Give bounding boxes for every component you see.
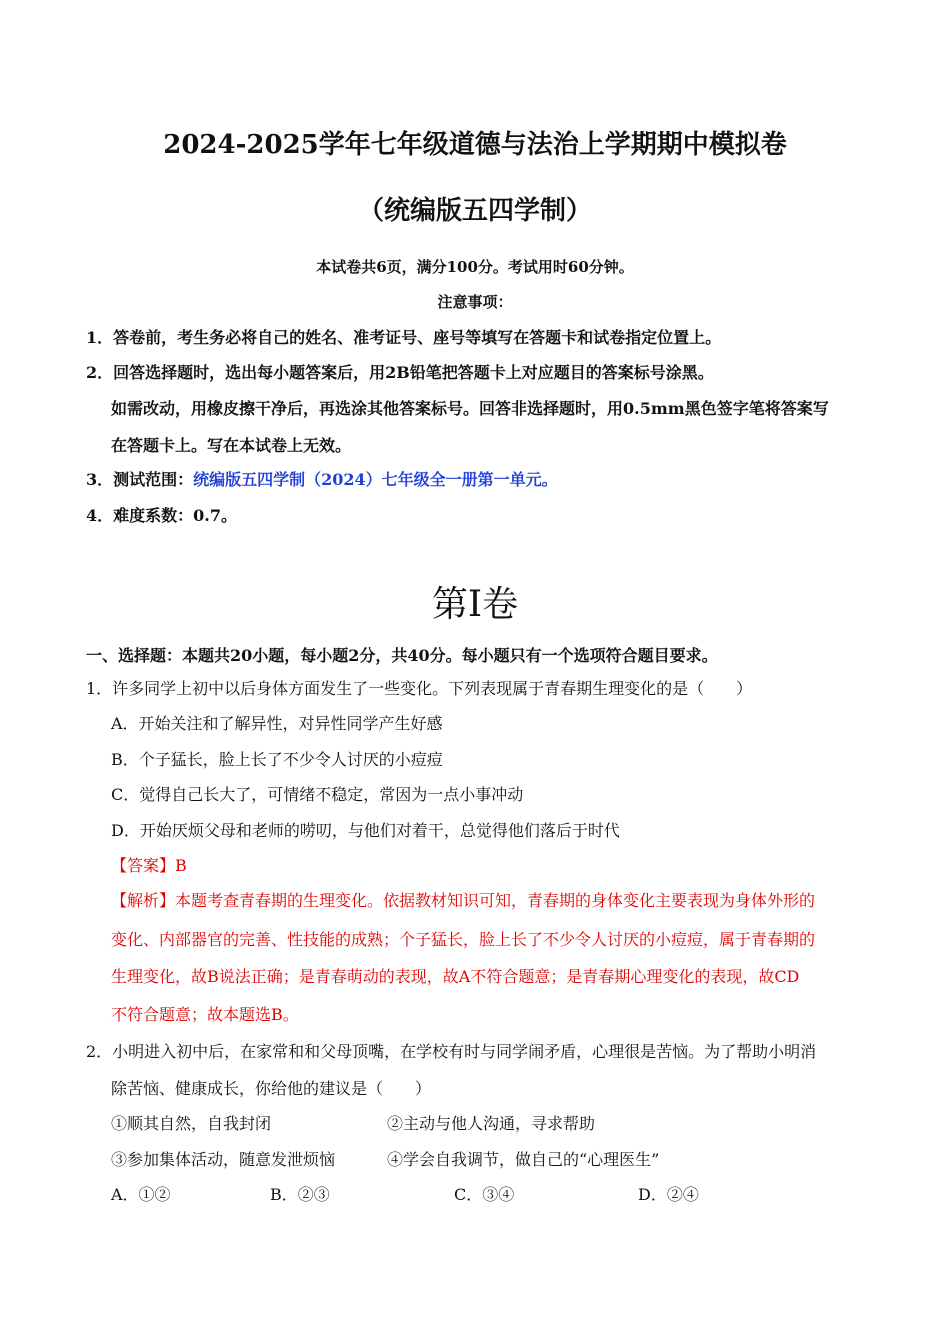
q1-option-b: B．个子猛长，脸上长了不少令人讨厌的小痘痘 <box>111 750 443 769</box>
exam-info: 本试卷共6页，满分100分。考试用时60分钟。 <box>316 258 634 276</box>
q1-option-a: A．开始关注和了解异性，对异性同学产生好感 <box>111 714 443 733</box>
notice-2-line-3: 在答题卡上。写在本试卷上无效。 <box>111 436 352 455</box>
q1-option-c: C．觉得自己长大了，可情绪不稳定，常因为一点小事冲动 <box>111 785 524 804</box>
exam-title: 2024-2025学年七年级道德与法治上学期期中模拟卷 <box>163 130 787 160</box>
q1-answer: 【答案】B <box>111 856 187 875</box>
q2-item-4: ④学会自我调节，做自己的“心理医生” <box>387 1150 660 1169</box>
q2-option-d: D．②④ <box>638 1185 699 1204</box>
volume-title: 第Ⅰ卷 <box>431 584 519 625</box>
section-heading: 一、选择题：本题共20小题，每小题2分，共40分。每小题只有一个选项符合题目要求。 <box>86 646 718 665</box>
q1-option-d: D．开始厌烦父母和老师的唠叨，与他们对着干，总觉得他们落后于时代 <box>111 821 620 840</box>
q1-analysis-line-3: 生理变化，故B说法正确；是青春萌动的表现，故A不符合题意；是青春期心理变化的表现，故CD <box>111 967 800 986</box>
q1-stem: 1．许多同学上初中以后身体方面发生了一些变化。下列表现属于青春期生理变化的是（ ） <box>86 679 753 698</box>
q2-option-a: A．①② <box>111 1185 171 1204</box>
notice-2-line-2: 如需改动，用橡皮擦干净后，再选涂其他答案标号。回答非选择题时，用0.5mm黑色签字笔将答案写 <box>111 399 829 418</box>
q1-analysis-line-4: 不符合题意；故本题选B。 <box>111 1005 299 1024</box>
test-scope: 统编版五四学制（2024）七年级全一册第一单元。 <box>193 470 558 489</box>
q2-item-1: ①顺其自然，自我封闭 <box>111 1114 272 1133</box>
q1-analysis-line-2: 变化、内部器官的完善、性技能的成熟；个子猛长，脸上长了不少令人讨厌的小痘痘，属于青春期的 <box>111 930 816 949</box>
q2-stem-line-1: 2．小明进入初中后，在家常和和父母顶嘴，在学校有时与同学闹矛盾，心理很是苦恼。为了帮助小明消 <box>86 1042 817 1061</box>
notice-3-label: 3．测试范围： <box>86 470 194 489</box>
q2-option-c: C．③④ <box>454 1185 515 1204</box>
q2-option-b: B．②③ <box>270 1185 330 1204</box>
notice-3 <box>86 467 558 490</box>
notice-4: 4．难度系数：0.7。 <box>86 506 237 525</box>
q2-stem-line-2: 除苦恼、健康成长，你给他的建议是（ ） <box>111 1079 432 1098</box>
exam-subtitle: （统编版五四学制） <box>357 196 592 226</box>
notice-2-line-1: 2．回答选择题时，选出每小题答案后，用2B铅笔把答题卡上对应题目的答案标号涂黑。 <box>86 363 714 382</box>
notice-title: 注意事项： <box>437 293 513 311</box>
q2-item-3: ③参加集体活动，随意发泄烦恼 <box>111 1150 336 1169</box>
q1-analysis-line-1: 【解析】本题考查青春期的生理变化。依据教材知识可知，青春期的身体变化主要表现为身体外形的 <box>111 891 816 910</box>
q2-item-2: ②主动与他人沟通，寻求帮助 <box>387 1114 596 1133</box>
notice-1: 1．答卷前，考生务必将自己的姓名、准考证号、座号等填写在答题卡和试卷指定位置上。 <box>86 328 722 347</box>
